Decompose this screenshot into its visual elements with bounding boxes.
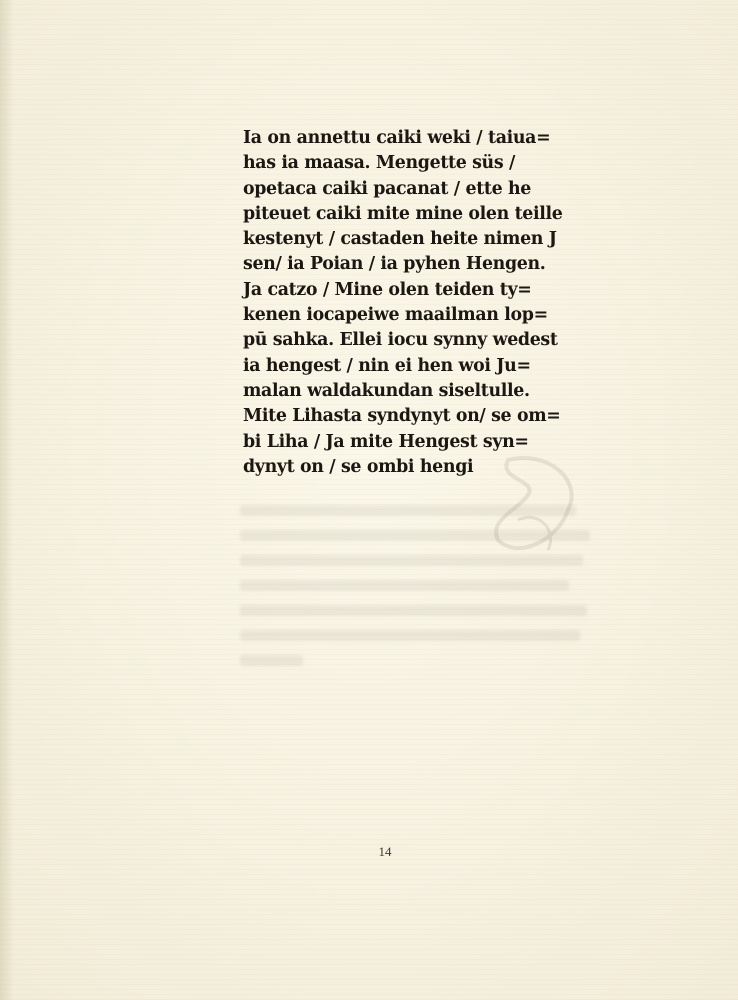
bleed-through-text xyxy=(240,505,590,680)
bleed-through-line xyxy=(240,505,576,516)
bleed-through-line xyxy=(240,580,569,591)
text-line: kenen iocapeiwe maailman lop= xyxy=(243,305,548,326)
bleed-through-line xyxy=(240,530,590,541)
text-line: malan waldakundan siseltulle. xyxy=(243,380,530,401)
text-line: piteuet caiki mite mine olen teille xyxy=(243,203,563,224)
blackletter-text-block xyxy=(243,126,583,480)
text-line: Ia on annettu caiki weki / taiua= xyxy=(243,128,551,148)
bleed-through-line xyxy=(240,605,587,616)
text-line: has ia maasa. Mengette süs / xyxy=(243,153,515,174)
bleed-through-line xyxy=(240,555,583,566)
text-line: opetaca caiki pacanat / ette he xyxy=(243,178,532,199)
text-line: bi Liha / Ja mite Hengest syn= xyxy=(243,431,529,452)
page-number: 14 xyxy=(378,844,392,859)
text-line: ia hengest / nin ei hen woi Ju= xyxy=(243,355,531,376)
text-line: dynyt on / se ombi hengi xyxy=(243,456,474,477)
text-line: sen/ ia Poian / ia pyhen Hengen. xyxy=(243,254,546,275)
text-line: kestenyt / castaden heite nimen J xyxy=(243,229,557,250)
bleed-through-line xyxy=(240,655,303,666)
bleed-through-line xyxy=(240,630,580,641)
text-line: pū sahka. Ellei iocu synny wedest xyxy=(243,330,558,351)
text-line: Mite Lihasta syndynyt on/ se om= xyxy=(243,406,561,427)
text-line: Ja catzo / Mine olen teiden ty= xyxy=(243,279,532,300)
